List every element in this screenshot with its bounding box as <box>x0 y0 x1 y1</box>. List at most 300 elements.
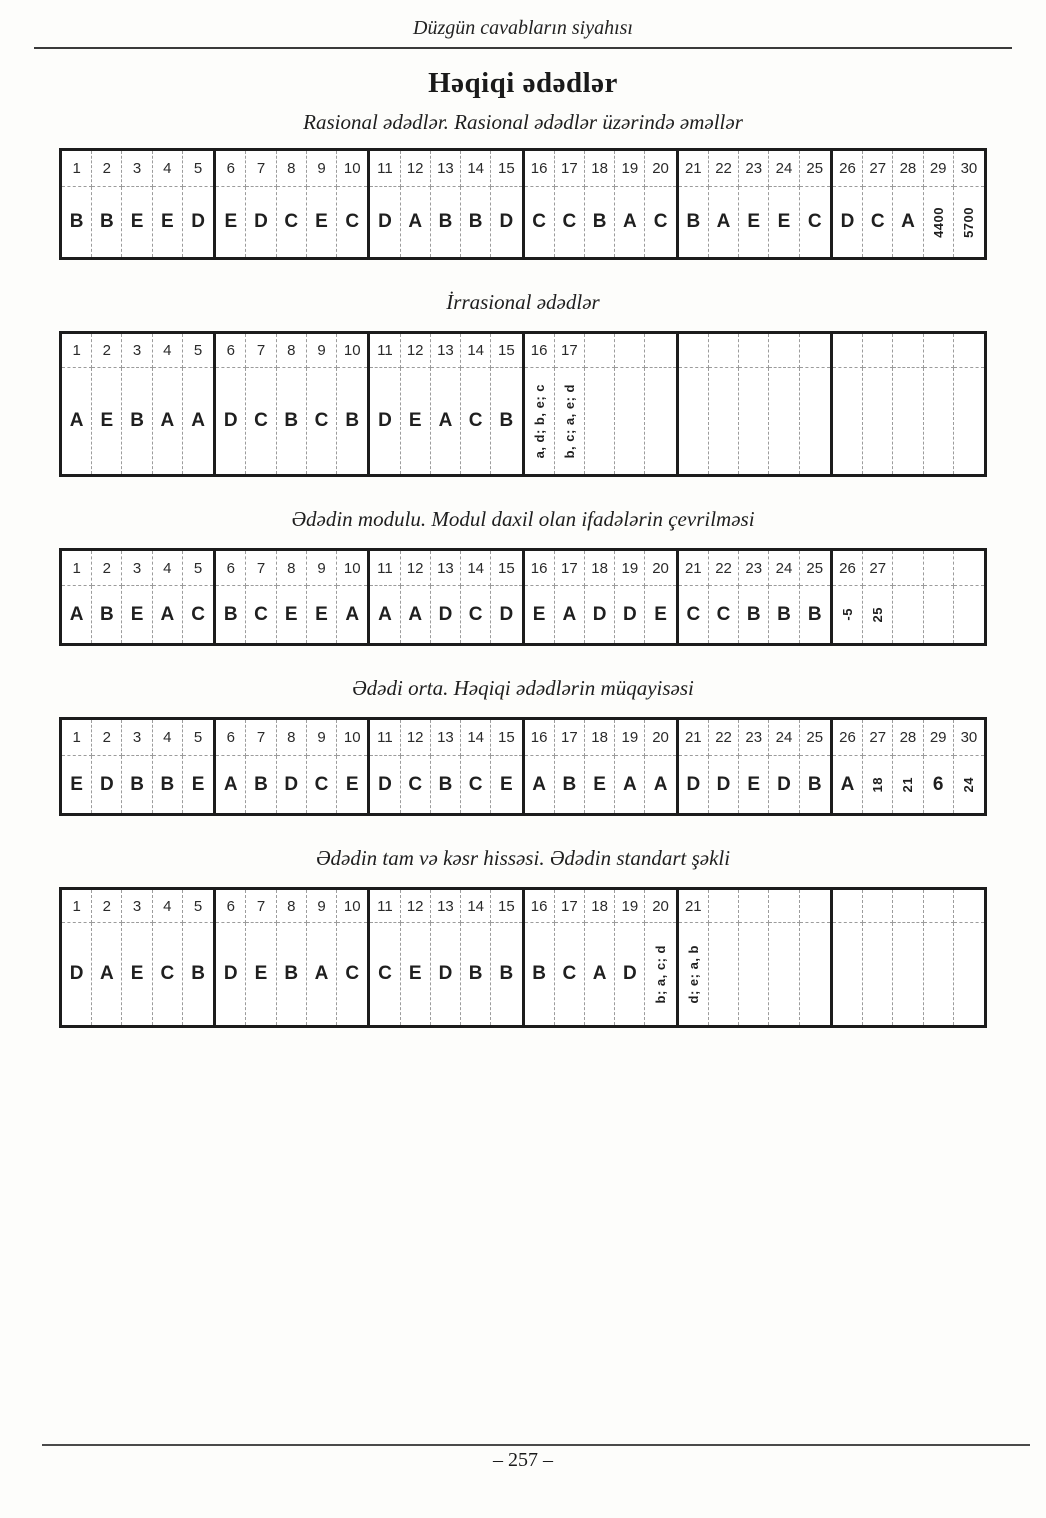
question-number-cell: 24 <box>769 151 799 187</box>
question-number-cell: 21 <box>679 551 709 586</box>
answers-table <box>59 548 987 646</box>
question-number-cell: 28 <box>893 720 923 756</box>
question-number-cell: 23 <box>739 551 769 586</box>
question-number-cell: 12 <box>401 151 431 187</box>
answer-cell <box>800 368 830 474</box>
table-group <box>522 148 679 260</box>
question-number-cell: 14 <box>461 334 491 368</box>
answer-cell <box>893 756 923 813</box>
table-group <box>367 548 524 646</box>
answer-cell: E <box>769 187 799 257</box>
answer-cell: D <box>431 586 461 643</box>
question-number-cell: 23 <box>739 720 769 756</box>
answer-cell: A <box>62 368 92 474</box>
answer-cell: A <box>653 773 668 795</box>
question-number-cell <box>709 334 739 368</box>
question-number-cell: 13 <box>431 551 461 586</box>
question-number-cell: 13 <box>431 890 461 923</box>
question-number-cell: 10 <box>337 334 367 368</box>
answer-cell: B <box>525 923 555 1025</box>
answer-cell: B <box>277 368 307 474</box>
answer-cell <box>769 368 799 474</box>
question-number-cell: 9 <box>307 551 337 586</box>
question-number-cell: 11 <box>370 720 400 756</box>
question-number-cell <box>924 334 954 368</box>
answer-cell: B <box>345 410 360 431</box>
question-number-cell: 7 <box>246 334 276 368</box>
answer-cell: A <box>62 586 92 643</box>
answer-cell <box>893 368 923 474</box>
question-number-cell: 5 <box>183 551 213 586</box>
answer-cell <box>679 368 709 474</box>
table-group <box>367 717 524 816</box>
question-number-cell <box>645 334 675 368</box>
question-number-cell: 3 <box>122 151 152 187</box>
answer-cell <box>863 756 893 813</box>
question-number-cell: 6 <box>216 720 246 756</box>
footer-rule <box>42 1444 1030 1446</box>
answer-cell <box>924 586 954 643</box>
question-number-cell: 27 <box>863 551 893 586</box>
question-number-cell: 11 <box>370 334 400 368</box>
question-number-cell: 8 <box>277 551 307 586</box>
question-number-cell: 26 <box>833 551 863 586</box>
question-number-cell <box>800 890 830 923</box>
section-title: Rasional ədədlər. Rasional ədədlər üzərində əməllər <box>303 110 743 134</box>
answer-cell: A <box>615 187 645 257</box>
answer-cell: C <box>863 187 893 257</box>
table-group <box>213 148 370 260</box>
answer-cell <box>893 586 923 643</box>
question-number-cell: 8 <box>277 720 307 756</box>
answer-cell: E <box>246 923 276 1025</box>
answer-cell <box>924 368 954 474</box>
answer-cell <box>954 586 984 643</box>
answer-cell: E <box>739 187 769 257</box>
table-group <box>367 331 524 477</box>
question-number-cell: 22 <box>709 720 739 756</box>
table-group <box>676 717 833 816</box>
answer-cell <box>954 923 984 1025</box>
answer-cell: E <box>122 586 152 643</box>
question-number-cell: 26 <box>833 720 863 756</box>
answer-cell: D <box>679 756 709 813</box>
question-number-cell: 4 <box>153 151 183 187</box>
question-number-cell <box>585 334 615 368</box>
question-number-cell: 6 <box>216 890 246 923</box>
question-number-cell: 1 <box>62 890 92 923</box>
question-number-cell: 26 <box>833 151 863 187</box>
table-group <box>59 717 216 816</box>
answer-cell: D <box>370 756 400 813</box>
rotated-answer-text: 18 <box>870 776 886 793</box>
question-number-cell: 15 <box>491 334 521 368</box>
answer-cell: D <box>216 923 246 1025</box>
answer-cell: A <box>307 923 337 1025</box>
section-irrasional-ededler <box>0 290 1046 477</box>
answer-cell: B <box>277 923 307 1025</box>
question-number-cell: 16 <box>525 720 555 756</box>
rotated-answer-text: d; e; a, b <box>685 944 701 1004</box>
question-number-cell: 15 <box>491 151 521 187</box>
running-head: Düzgün cavabların siyahısı <box>413 17 633 39</box>
answer-cell <box>863 586 893 643</box>
answer-cell: D <box>216 368 246 474</box>
answer-cell <box>645 368 675 474</box>
answer-cell: B <box>679 187 709 257</box>
answer-cell <box>863 923 893 1025</box>
rotated-answer-text: -5 <box>839 608 855 621</box>
question-number-cell: 6 <box>216 151 246 187</box>
answer-cell: A <box>893 187 923 257</box>
section-title: Ədədi orta. Həqiqi ədədlərin müqayisəsi <box>352 676 694 700</box>
answer-cell: C <box>246 586 276 643</box>
question-number-cell: 17 <box>555 334 585 368</box>
answer-cell: E <box>401 923 431 1025</box>
question-number-cell: 19 <box>615 551 645 586</box>
question-number-cell: 21 <box>679 720 709 756</box>
question-number-cell <box>769 890 799 923</box>
rotated-answer-text: 25 <box>870 606 886 623</box>
section-ededin-modulu <box>0 507 1046 646</box>
question-number-cell: 25 <box>800 551 830 586</box>
answer-cell: C <box>345 211 360 232</box>
question-number-cell: 5 <box>183 151 213 187</box>
answer-cell: B <box>585 187 615 257</box>
answer-cell: D <box>585 586 615 643</box>
question-number-cell <box>893 334 923 368</box>
rotated-answer-text: b, c; a, e; d <box>561 383 577 459</box>
answer-cell: B <box>739 586 769 643</box>
question-number-cell <box>954 334 984 368</box>
question-number-cell: 27 <box>863 720 893 756</box>
answer-cell: A <box>615 756 645 813</box>
answer-cell: E <box>277 586 307 643</box>
question-number-cell: 23 <box>739 151 769 187</box>
question-number-cell: 13 <box>431 334 461 368</box>
section-tam-ve-kesr <box>0 846 1046 1028</box>
answer-cell: E <box>654 603 667 625</box>
question-number-cell: 18 <box>585 890 615 923</box>
question-number-cell: 13 <box>431 151 461 187</box>
answer-cell: D <box>370 368 400 474</box>
question-number-cell: 12 <box>401 890 431 923</box>
question-number-cell <box>954 890 984 923</box>
table-group <box>830 717 987 816</box>
answer-cell: A <box>585 923 615 1025</box>
answer-cell: D <box>246 187 276 257</box>
answer-cell: D <box>431 923 461 1025</box>
question-number-cell: 20 <box>645 551 675 586</box>
table-group <box>676 887 833 1028</box>
question-number-cell: 16 <box>525 151 555 187</box>
question-number-cell: 4 <box>153 720 183 756</box>
question-number-cell: 13 <box>431 720 461 756</box>
table-group <box>522 717 679 816</box>
table-group <box>59 148 216 260</box>
question-number-cell <box>800 334 830 368</box>
question-number-cell: 2 <box>92 890 122 923</box>
rotated-answer-text: 5700 <box>961 206 977 238</box>
answer-cell: D <box>709 756 739 813</box>
answer-cell: D <box>277 756 307 813</box>
question-number-cell: 25 <box>800 151 830 187</box>
question-number-cell: 2 <box>92 151 122 187</box>
section-ededi-orta <box>0 676 1046 816</box>
answer-cell: B <box>431 187 461 257</box>
table-group <box>367 148 524 260</box>
answer-cell: B <box>769 586 799 643</box>
question-number-cell <box>615 334 645 368</box>
question-number-cell: 1 <box>62 334 92 368</box>
table-group <box>830 548 987 646</box>
answer-cell: E <box>345 773 359 795</box>
answer-cell <box>833 368 863 474</box>
table-group <box>522 331 679 477</box>
question-number-cell: 27 <box>863 151 893 187</box>
answer-cell: E <box>525 586 555 643</box>
table-group <box>830 887 987 1028</box>
table-group <box>676 148 833 260</box>
answer-cell: B <box>807 773 822 795</box>
answer-cell: B <box>246 756 276 813</box>
answer-cell <box>555 368 585 474</box>
rotated-answer-text: 24 <box>961 776 977 793</box>
question-number-cell: 5 <box>183 334 213 368</box>
answer-cell <box>954 756 984 813</box>
question-number-cell: 5 <box>183 890 213 923</box>
answer-cell <box>585 368 615 474</box>
table-group <box>59 887 216 1028</box>
answer-cell: A <box>401 187 431 257</box>
answer-cell: A <box>401 586 431 643</box>
answer-cell: B <box>191 963 205 984</box>
table-group <box>213 548 370 646</box>
rotated-answer-text: 21 <box>900 776 916 793</box>
question-number-cell: 2 <box>92 720 122 756</box>
answer-cell: D <box>769 756 799 813</box>
question-number-cell: 4 <box>153 551 183 586</box>
answer-cell: C <box>307 756 337 813</box>
answer-cell: E <box>122 923 152 1025</box>
answer-cell: C <box>461 756 491 813</box>
answer-cell: 6 <box>924 756 954 813</box>
question-number-cell: 1 <box>62 720 92 756</box>
question-number-cell: 20 <box>645 151 675 187</box>
answer-cell: E <box>191 773 205 795</box>
answer-cell: B <box>216 586 246 643</box>
question-number-cell: 21 <box>679 890 709 923</box>
answer-cell: C <box>345 963 360 984</box>
question-number-cell: 1 <box>62 551 92 586</box>
answer-cell <box>833 586 863 643</box>
question-number-cell: 5 <box>183 720 213 756</box>
answers-table <box>59 331 987 477</box>
question-number-cell: 11 <box>370 151 400 187</box>
question-number-cell <box>739 334 769 368</box>
answer-cell <box>739 923 769 1025</box>
question-number-cell: 24 <box>769 551 799 586</box>
answer-cell: C <box>191 603 205 625</box>
question-number-cell: 9 <box>307 890 337 923</box>
answer-cell <box>679 923 709 1025</box>
answer-cell: A <box>191 410 205 431</box>
answer-cell: B <box>499 410 514 431</box>
answer-cell: E <box>739 756 769 813</box>
table-group <box>59 331 216 477</box>
answer-cell: E <box>92 368 122 474</box>
answer-cell: C <box>525 187 555 257</box>
answer-cell: B <box>62 187 92 257</box>
table-group <box>830 148 987 260</box>
table-group <box>59 548 216 646</box>
rotated-answer-text: b; a, c; d <box>653 944 669 1004</box>
table-group <box>213 887 370 1028</box>
question-number-cell: 7 <box>246 551 276 586</box>
answer-cell <box>954 368 984 474</box>
answer-cell: C <box>709 586 739 643</box>
answer-cell: E <box>307 586 337 643</box>
question-number-cell: 9 <box>307 151 337 187</box>
answer-cell: A <box>555 586 585 643</box>
answer-cell <box>833 923 863 1025</box>
answer-cell: B <box>122 368 152 474</box>
answer-cell: C <box>461 368 491 474</box>
answer-cell: E <box>500 773 513 795</box>
question-number-cell <box>769 334 799 368</box>
answer-cell: E <box>307 187 337 257</box>
table-group <box>676 548 833 646</box>
question-number-cell <box>739 890 769 923</box>
answer-cell: A <box>92 923 122 1025</box>
answer-cell <box>615 368 645 474</box>
question-number-cell: 18 <box>585 720 615 756</box>
question-number-cell: 6 <box>216 551 246 586</box>
answer-cell: A <box>216 756 246 813</box>
question-number-cell: 7 <box>246 890 276 923</box>
answer-cell: A <box>833 756 863 813</box>
answer-cell: D <box>615 923 645 1025</box>
question-number-cell: 25 <box>800 720 830 756</box>
answer-cell: C <box>153 923 183 1025</box>
answer-cell: E <box>401 368 431 474</box>
answer-cell <box>709 923 739 1025</box>
answer-cell: A <box>370 586 400 643</box>
page-title: Həqiqi ədədlər <box>428 67 618 99</box>
question-number-cell: 17 <box>555 890 585 923</box>
page-footer <box>0 1444 1046 1472</box>
header-rule <box>34 47 1012 49</box>
section-title: İrrasional ədədlər <box>446 290 600 314</box>
question-number-cell: 6 <box>216 334 246 368</box>
question-number-cell <box>679 334 709 368</box>
answer-cell: C <box>555 923 585 1025</box>
answer-cell <box>769 923 799 1025</box>
answer-cell: D <box>92 756 122 813</box>
question-number-cell: 29 <box>924 720 954 756</box>
answer-cell: A <box>153 586 183 643</box>
answer-cell: C <box>679 586 709 643</box>
answer-cell: A <box>345 603 360 625</box>
question-number-cell: 21 <box>679 151 709 187</box>
question-number-cell <box>924 890 954 923</box>
question-number-cell: 7 <box>246 151 276 187</box>
question-number-cell: 20 <box>645 720 675 756</box>
answer-cell: D <box>191 211 205 232</box>
answer-cell <box>739 368 769 474</box>
answer-cell <box>954 187 984 257</box>
answer-cell: B <box>92 586 122 643</box>
question-number-cell: 10 <box>337 151 367 187</box>
question-number-cell: 19 <box>615 890 645 923</box>
answer-cell <box>709 368 739 474</box>
answer-cell: D <box>833 187 863 257</box>
answer-cell: C <box>807 211 822 232</box>
question-number-cell: 3 <box>122 890 152 923</box>
question-number-cell: 30 <box>954 720 984 756</box>
answer-cell: C <box>370 923 400 1025</box>
question-number-cell <box>893 551 923 586</box>
question-number-cell: 19 <box>615 720 645 756</box>
question-number-cell: 10 <box>337 551 367 586</box>
question-number-cell: 8 <box>277 890 307 923</box>
answer-cell: C <box>401 756 431 813</box>
question-number-cell: 22 <box>709 551 739 586</box>
page-number: – 257 – <box>493 1449 553 1471</box>
question-number-cell: 18 <box>585 151 615 187</box>
table-group <box>522 887 679 1028</box>
question-number-cell <box>833 334 863 368</box>
answers-table <box>59 717 987 816</box>
answer-cell: B <box>555 756 585 813</box>
question-number-cell: 30 <box>954 151 984 187</box>
question-number-cell <box>893 890 923 923</box>
answer-cell: E <box>153 187 183 257</box>
question-number-cell: 24 <box>769 720 799 756</box>
answer-cell: D <box>615 586 645 643</box>
table-group <box>522 548 679 646</box>
question-number-cell: 12 <box>401 551 431 586</box>
question-number-cell: 15 <box>491 551 521 586</box>
section-rasional-ededler <box>0 110 1046 260</box>
answer-cell: B <box>807 603 822 625</box>
question-number-cell: 12 <box>401 334 431 368</box>
question-number-cell: 16 <box>525 551 555 586</box>
question-number-cell: 18 <box>585 551 615 586</box>
table-group <box>830 331 987 477</box>
rotated-answer-text: 4400 <box>930 206 946 238</box>
answer-cell: E <box>585 756 615 813</box>
question-number-cell: 11 <box>370 890 400 923</box>
answer-cell: A <box>709 187 739 257</box>
question-number-cell <box>863 334 893 368</box>
question-number-cell: 17 <box>555 151 585 187</box>
answer-cell <box>924 187 954 257</box>
section-title: Ədədin modulu. Modul daxil olan ifadələrin çevrilməsi <box>291 507 755 531</box>
answer-cell: C <box>653 211 668 232</box>
question-number-cell: 17 <box>555 551 585 586</box>
question-number-cell: 7 <box>246 720 276 756</box>
question-number-cell: 4 <box>153 334 183 368</box>
answer-cell: B <box>461 923 491 1025</box>
answer-cell: D <box>370 187 400 257</box>
answer-cell: C <box>246 368 276 474</box>
question-number-cell: 19 <box>615 151 645 187</box>
question-number-cell: 16 <box>525 890 555 923</box>
question-number-cell <box>709 890 739 923</box>
question-number-cell: 2 <box>92 551 122 586</box>
table-group <box>213 717 370 816</box>
